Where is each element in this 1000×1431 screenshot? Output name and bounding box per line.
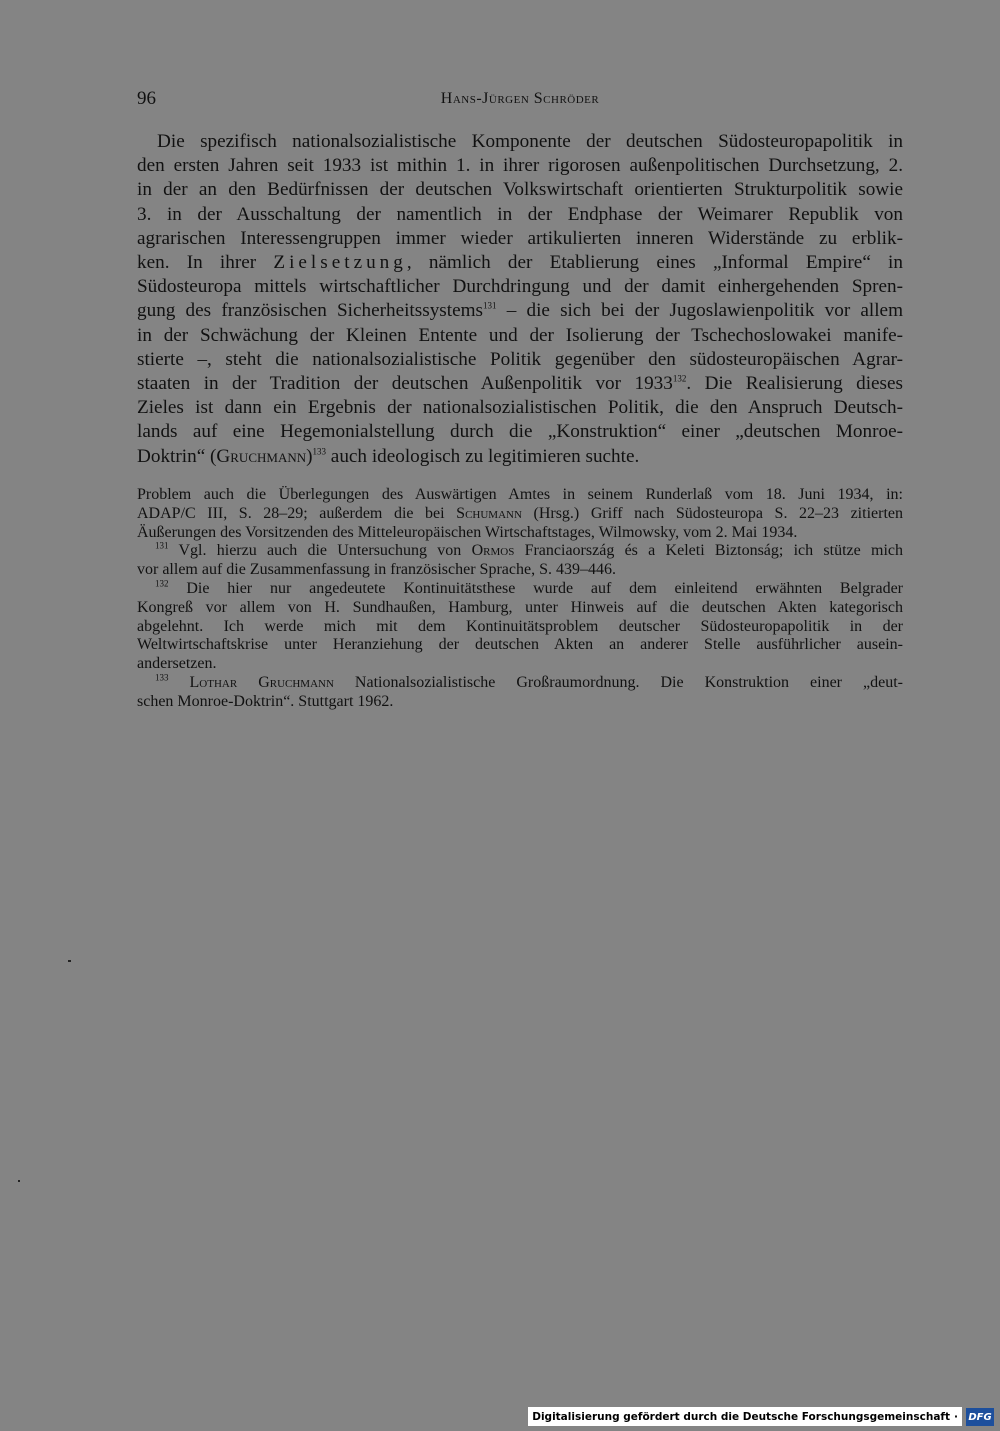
spaced-emphasis: Zielsetzung	[273, 252, 407, 274]
text-run: auch ideologisch zu legitimieren suchte.	[326, 445, 640, 467]
footnote-line: andersetzen.	[137, 655, 217, 673]
body-line	[137, 299, 903, 323]
body-line: in der an den Bedürfnissen der deutschen Volkswirtschaft orientierten Strukturpolitik sowie	[137, 179, 903, 201]
footnote-ref-133[interactable]: 133	[312, 446, 326, 457]
footnote-line: abgelehnt. Ich werde mich mit dem Kontinuitätsproblem deutscher Südosteuropapolitik in der	[137, 617, 903, 635]
footnote-line	[137, 580, 903, 599]
body-line	[137, 251, 903, 275]
footnote-ref-132[interactable]: 132	[672, 373, 687, 384]
text-run: Die hier nur angedeutete Kontinuitätsthese wurde auf dem einleitend erwähnten Belgrader	[186, 579, 903, 597]
body-line: stierte –, steht die nationalsozialistische Politik gegenüber den südosteuropäischen Agrar-	[137, 348, 903, 370]
text-run: – die sich bei der Jugoslawienpolitik vor allem	[496, 300, 904, 322]
body-line: Südosteuropa mittels wirtschaftlicher Durchdringung und der damit einhergehenden Spren-	[137, 276, 903, 298]
author-name: Gruchmann	[216, 445, 307, 467]
body-line: Zieles ist dann ein Ergebnis der nationalsozialistischen Politik, die den Anspruch Deutsch-	[137, 397, 903, 419]
footnotes	[137, 486, 903, 712]
text-run: gung des französischen Sicherheitssystems	[137, 300, 484, 322]
page-header	[137, 88, 903, 114]
body-line: lands auf eine Hegemonialstellung durch die „Konstruktion“ einer „deutschen Monroe-	[137, 421, 903, 443]
footnote-continued	[137, 486, 903, 542]
footnote-line: Kongreß vor allem von H. Sundhaußen, Hamburg, unter Hinweis auf die deutschen Akten kategorisch	[137, 598, 903, 616]
text-run: Nationalsozialistische Großraumordnung. Die Konstruktion einer „deut-	[333, 673, 903, 691]
body-line: den ersten Jahren seit 1933 ist mithin 1. in ihrer rigorosen außenpolitischen Durchsetzung, 2.	[137, 155, 903, 177]
text-run: Franciaország és a Keleti Biztonság; ich stütze mich	[514, 542, 904, 560]
body-line: 3. in der Ausschaltung der namentlich in der Endphase der Weimarer Republik von	[137, 203, 903, 225]
body-paragraph	[137, 130, 903, 469]
text-run: ADAP/C III, S. 28–29; außerdem die bei	[137, 504, 457, 522]
text-run: , nämlich der Etablierung eines „Informal Empire“ in	[406, 252, 903, 274]
digitization-credit	[528, 1407, 962, 1426]
footnote-number: 133	[155, 672, 169, 683]
footnote-133	[137, 674, 903, 712]
footnote-line: Problem auch die Überlegungen des Auswärtigen Amtes in seinem Runderlaß vom 18. Juni 1934, in:	[137, 486, 903, 503]
author-name: Ormos	[471, 542, 515, 560]
footnote-line	[137, 674, 903, 693]
running-head: Hans-Jürgen Schröder	[440, 90, 600, 107]
author-name: Schumann	[456, 504, 522, 522]
body-line	[137, 372, 903, 396]
text-run: Vgl. hierzu auch die Untersuchung von	[178, 542, 472, 560]
text-run: (Hrsg.) Griff nach Südosteuropa S. 22–23 zitierten	[521, 504, 903, 522]
page-number: 96	[137, 88, 156, 109]
text-run: staaten in der Tradition der deutschen Außenpolitik vor 1933	[137, 373, 673, 395]
footnote-line: Äußerungen des Vorsitzenden des Mitteleuropäischen Wirtschaftstages, Wilmowsky, vom 2. Mai 1934.	[137, 523, 798, 541]
credit-text: Digitalisierung gefördert durch die Deutsche Forschungsgemeinschaft	[532, 1411, 950, 1423]
footnote-line	[137, 542, 903, 561]
body-line: agrarischen Interessengruppen immer wieder artikulierten inneren Widerstände zu erblik-	[137, 227, 903, 249]
footnote-line: schen Monroe-Doktrin“. Stuttgart 1962.	[137, 692, 394, 710]
author-name: Lothar Gruchmann	[189, 673, 334, 691]
credit-bullet: ·	[954, 1411, 958, 1423]
scan-speck	[18, 1180, 20, 1182]
text-run: Doktrin“ (	[137, 445, 217, 467]
footnote-131	[137, 542, 903, 580]
footnote-132	[137, 580, 903, 674]
body-line	[137, 445, 903, 469]
scan-speck	[68, 960, 71, 962]
dfg-logo-icon[interactable]: DFG	[966, 1408, 994, 1426]
text-run: ken. In ihrer	[137, 252, 274, 274]
footnote-ref-131[interactable]: 131	[483, 301, 497, 312]
footnote-line: vor allem auf die Zusammenfassung in französischer Sprache, S. 439–446.	[137, 561, 616, 579]
text-run: . Die Realisierung dieses	[686, 373, 904, 395]
body-line: in der Schwächung der Kleinen Entente und der Isolierung der Tschechoslowakei manife-	[137, 324, 903, 346]
footnote-line: Weltwirtschaftskrise unter Heranziehung der deutschen Akten an anderer Stelle ausführlicher ausein-	[137, 636, 903, 654]
footnote-number: 132	[155, 578, 169, 589]
footnote-number: 131	[155, 541, 169, 552]
body-line: Die spezifisch nationalsozialistische Komponente der deutschen Südosteuropapolitik in	[157, 131, 903, 152]
footnote-line	[137, 505, 903, 524]
text-run: )	[306, 445, 313, 467]
